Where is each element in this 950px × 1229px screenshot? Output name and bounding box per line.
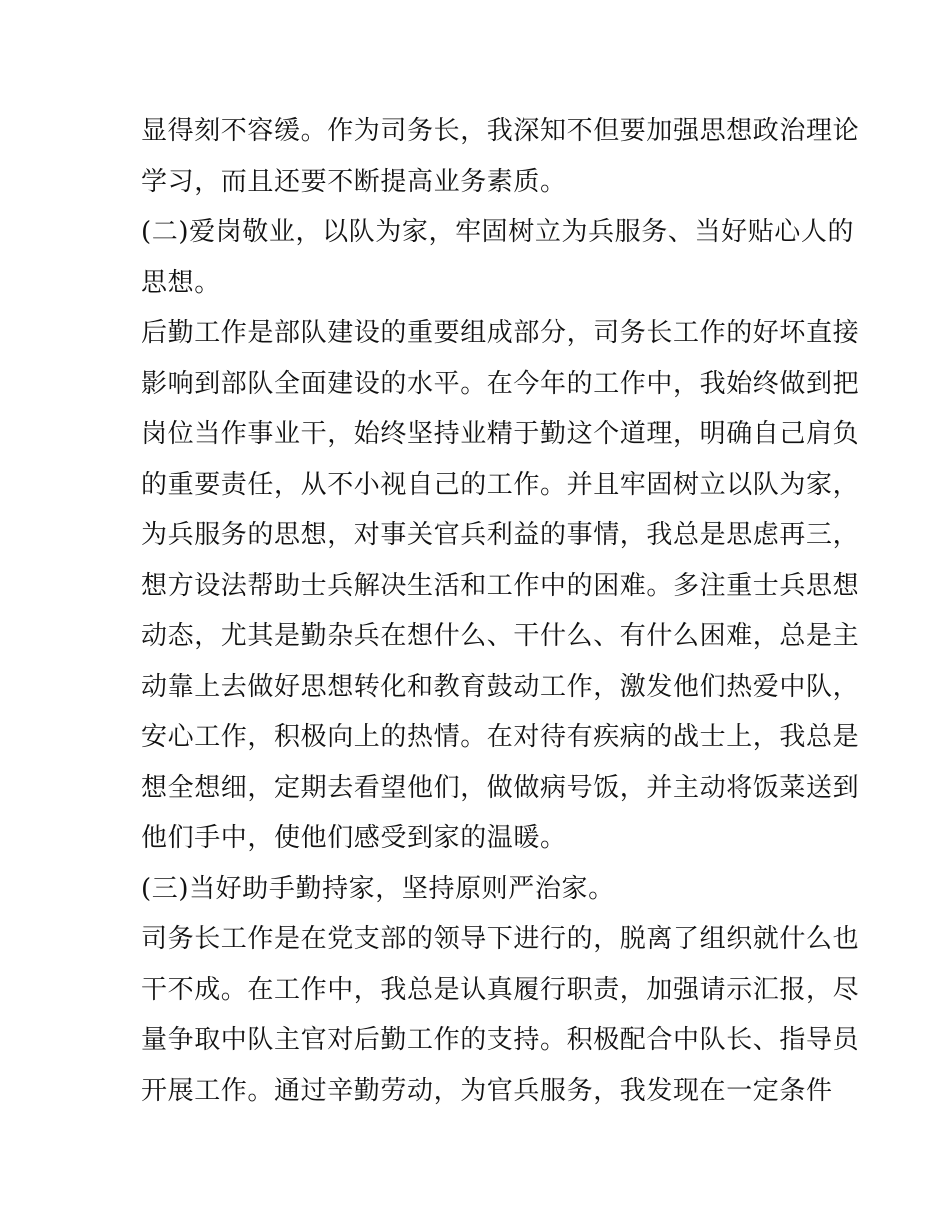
text-line: 后勤工作是部队建设的重要组成部分，司务长工作的好坏直接	[141, 318, 860, 348]
text-line: 开展工作。通过辛勤劳动，为官兵服务，我发现在一定条件	[141, 1075, 833, 1106]
text-line: 动靠上去做好思想转化和教育鼓动工作，激发他们热爱中队，	[141, 671, 860, 702]
text-line: 量争取中队主官对后勤工作的支持。积极配合中队长、指导员	[141, 1025, 860, 1055]
text-line: 动态，尤其是勤杂兵在想什么、干什么、有什么困难，总是主	[141, 621, 860, 651]
section-heading: 思想。	[141, 267, 221, 298]
section-heading: (三)当好助手勤持家，坚持原则严治家。	[141, 873, 615, 904]
text-line: 的重要责任，从不小视自己的工作。并且牢固树立以队为家，	[141, 469, 860, 500]
text-line: 想全想细，定期去看望他们，做做病号饭，并主动将饭菜送到	[141, 772, 860, 803]
text-line: 为兵服务的思想，对事关官兵利益的事情，我总是思虑再三，	[141, 520, 860, 550]
text-line: 干不成。在工作中，我总是认真履行职责，加强请示汇报，尽	[141, 974, 860, 1005]
text-line: 岗位当作事业干，始终坚持业精于勤这个道理，明确自己肩负	[141, 419, 860, 449]
document-body	[141, 106, 860, 1116]
text-line: 安心工作，积极向上的热情。在对待有疾病的战士上，我总是	[141, 722, 860, 752]
text-line: 司务长工作是在党支部的领导下进行的，脱离了组织就什么也	[141, 924, 860, 954]
text-line: 显得刻不容缓。作为司务长，我深知不但要加强思想政治理论	[141, 116, 860, 146]
text-line: 他们手中，使他们感受到家的温暖。	[141, 823, 567, 853]
text-line: 学习，而且还要不断提高业务素质。	[141, 166, 567, 197]
text-line: 影响到部队全面建设的水平。在今年的工作中，我始终做到把	[141, 368, 860, 399]
section-heading: (二)爱岗敬业，以队为家，牢固树立为兵服务、当好贴心人的	[141, 217, 855, 247]
text-line: 想方设法帮助士兵解决生活和工作中的困难。多注重士兵思想	[141, 570, 860, 601]
